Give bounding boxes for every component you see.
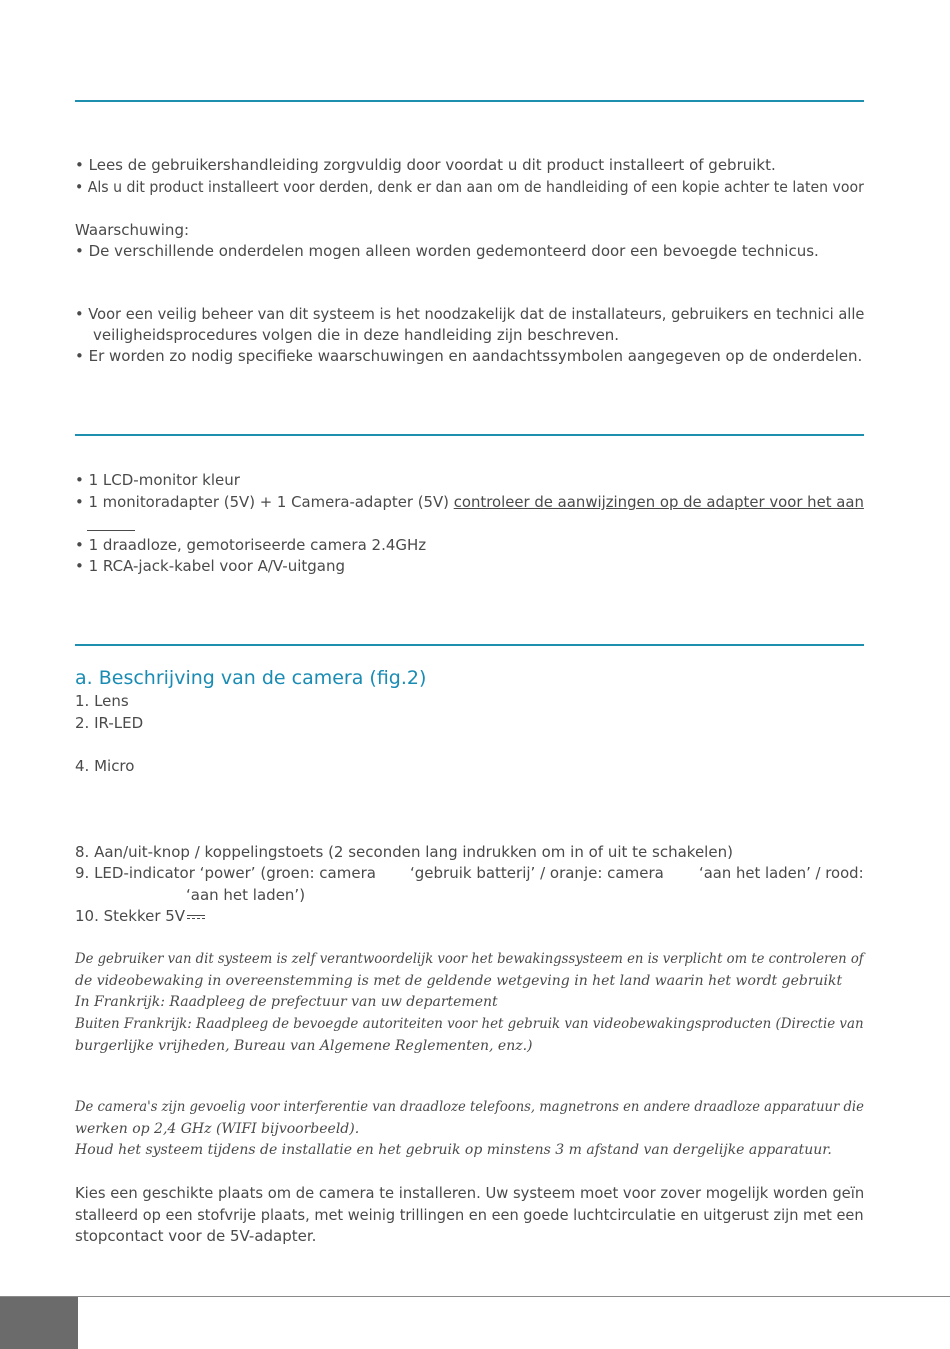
camera-part: 1. Lens xyxy=(75,692,129,710)
interference-note: werken op 2,4 GHz (WIFI bijvoorbeeld). xyxy=(75,1121,360,1137)
precaution-line: • Als u dit product installeert voor derden, denk er dan aan om de handleiding of een kopie achter te laten voor xyxy=(75,178,864,196)
contents-item-text: • 1 monitoradapter (5V) + 1 Camera-adapter (5V) xyxy=(75,493,449,511)
placement-text: stopcontact voor de 5V-adapter. xyxy=(75,1227,317,1245)
camera-part: 2. IR-LED xyxy=(75,714,144,732)
legal-note: De gebruiker van dit systeem is zelf verantwoordelijk voor het bewakingssysteem en is verplicht om te controleren of xyxy=(75,951,864,967)
footer-rule xyxy=(0,1296,950,1297)
camera-part: ‘aan het laden’ / rood: xyxy=(699,864,864,882)
camera-part: 8. Aan/uit-knop / koppelingstoets (2 seconden lang indrukken om in of uit te schakelen) xyxy=(75,843,733,861)
precaution-line: • Er worden zo nodig specifieke waarschuwingen en aandachtssymbolen aangegeven op de onderdelen. xyxy=(75,347,863,365)
precaution-line: veiligheidsprocedures volgen die in deze handleiding zijn beschreven. xyxy=(93,326,620,344)
camera-part: 4. Micro xyxy=(75,757,135,775)
contents-item: • 1 RCA-jack-kabel voor A/V-uitgang xyxy=(75,557,345,575)
page-number-block xyxy=(0,1297,78,1349)
contents-item xyxy=(75,492,864,512)
legal-note: burgerlijke vrijheden, Bureau van Algemene Reglementen, enz.) xyxy=(75,1038,533,1054)
placement-text: stalleerd op een stofvrije plaats, met weinig trillingen en een goede luchtcirculatie en uitgerust zijn met een xyxy=(75,1206,864,1224)
legal-note: In Frankrijk: Raadpleeg de prefectuur van uw departement xyxy=(75,994,498,1010)
section-rule-description xyxy=(75,644,864,646)
interference-note: Houd het systeem tijdens de installatie en het gebruik op minstens 3 m afstand van dergelijke apparatuur. xyxy=(75,1142,832,1158)
legal-note: Buiten Frankrijk: Raadpleeg de bevoegde autoriteiten voor het gebruik van videobewakingsproducten (Directie van xyxy=(75,1016,864,1032)
camera-part: 9. LED-indicator ‘power’ (groen: camera xyxy=(75,864,376,882)
legal-note: de videobewaking in overeenstemming is met de geldende wetgeving in het land waarin het wordt gebruikt xyxy=(75,973,843,989)
section-heading: a. Beschrijving van de camera (fig.2) xyxy=(75,667,427,689)
interference-note: De camera's zijn gevoelig voor interferentie van draadloze telefoons, magnetrons en andere draadloze apparatuur die xyxy=(75,1099,864,1115)
camera-part-text: 10. Stekker 5V xyxy=(75,907,186,925)
precaution-line: • De verschillende onderdelen mogen alleen worden gedemonteerd door een bevoegde technicus. xyxy=(75,242,819,260)
precaution-line: • Lees de gebruikershandleiding zorgvuldig door voordat u dit product installeert of gebruikt. xyxy=(75,156,776,174)
contents-item: • 1 draadloze, gemotoriseerde camera 2.4GHz xyxy=(75,536,427,554)
section-rule-precautions xyxy=(75,100,864,102)
section-rule-contents xyxy=(75,434,864,436)
precaution-line: • Voor een veilig beheer van dit systeem is het noodzakelijk dat de installateurs, gebruikers en technici alle xyxy=(75,305,865,323)
camera-part xyxy=(75,906,205,926)
camera-part: ‘gebruik batterij’ / oranje: camera xyxy=(410,864,664,882)
warning-title: Waarschuwing: xyxy=(75,221,190,239)
dc-symbol-icon xyxy=(187,915,205,919)
underline-continuation xyxy=(87,530,135,531)
contents-item: • 1 LCD-monitor kleur xyxy=(75,471,240,489)
adapter-note: controleer de aanwijzingen op de adapter voor het aan xyxy=(453,493,864,511)
camera-part: ‘aan het laden’) xyxy=(186,886,306,904)
placement-text: Kies een geschikte plaats om de camera te installeren. Uw systeem moet voor zover mogelijk worden geïn xyxy=(75,1184,865,1202)
